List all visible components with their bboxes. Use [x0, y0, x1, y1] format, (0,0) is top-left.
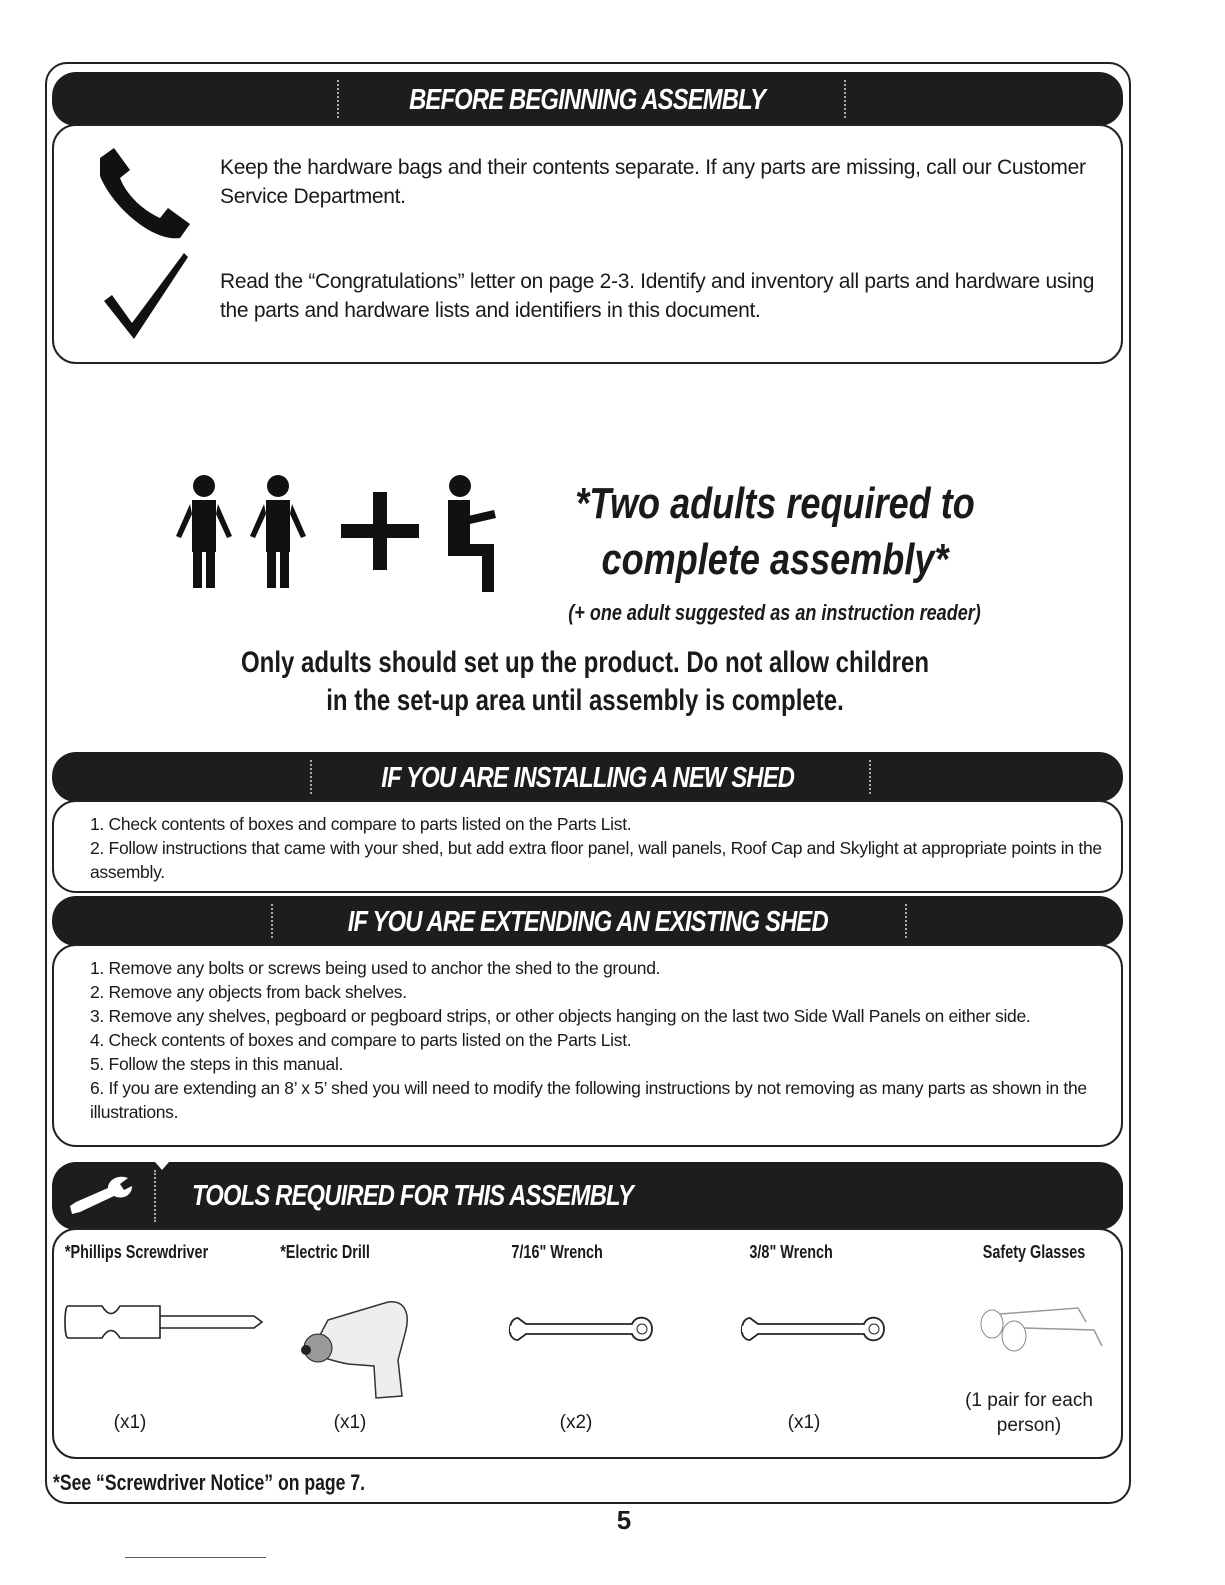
- tool-quantity: (1 pair for each person): [965, 1390, 1093, 1436]
- before-assembly-box: [52, 124, 1123, 364]
- tools-box: [52, 1228, 1123, 1459]
- tool-name: 7/16" Wrench: [511, 1242, 603, 1262]
- section-header-existing-shed: [52, 896, 1123, 946]
- two-adults-plus-reader-icon: [168, 474, 500, 594]
- wrench-3-8-icon: [736, 1314, 886, 1344]
- tool-3-8-wrench: [691, 1242, 891, 1263]
- new-shed-box: [52, 800, 1123, 893]
- section-title: IF YOU ARE INSTALLING A NEW SHED: [381, 762, 794, 794]
- phone-icon: [92, 146, 192, 241]
- heading-line: *Two adults required to: [575, 479, 975, 528]
- list-item: 5. Follow the steps in this manual.: [90, 1054, 344, 1074]
- tool-quantity: (x1): [113, 1412, 147, 1433]
- section-header-tools: [52, 1162, 1123, 1230]
- tool-quantity: (x1): [333, 1412, 367, 1433]
- tool-electric-drill: [225, 1242, 425, 1263]
- tool-phillips-screwdriver: [37, 1242, 237, 1263]
- checkmark-icon: [102, 251, 190, 341]
- tool-name: *Electric Drill: [280, 1242, 370, 1262]
- before-item-text: Read the “Congratulations” letter on page 2-3. Identify and inventory all parts and hardware using the parts and hardware lists and identifiers in this document.: [220, 270, 1095, 322]
- wrench-icon: [68, 1174, 134, 1218]
- warning-line: Only adults should set up the product. Do not allow children: [240, 646, 930, 679]
- screwdriver-footnote: *See “Screwdriver Notice” on page 7.: [53, 1470, 366, 1495]
- tool-quantity: (x1): [787, 1412, 821, 1433]
- heading-line: complete assembly*: [601, 535, 949, 584]
- list-item: 2. Follow instructions that came with your shed, but add extra floor panel, wall panels, Roof Cap and Skylight at appropriate points in the assembly.: [90, 838, 1102, 882]
- instruction-reader-note: (+ one adult suggested as an instruction reader): [568, 600, 982, 625]
- link-underline: [125, 1557, 266, 1558]
- section-title: IF YOU ARE EXTENDING AN EXISTING SHED: [347, 906, 828, 938]
- section-title: TOOLS REQUIRED FOR THIS ASSEMBLY: [192, 1180, 634, 1212]
- wrench-7-16-icon: [504, 1314, 654, 1344]
- page-number: 5: [616, 1505, 632, 1535]
- before-item-text: Keep the hardware bags and their contents separate. If any parts are missing, call our Customer Service Department.: [220, 156, 1086, 208]
- tool-name: *Phillips Screwdriver: [65, 1242, 209, 1262]
- list-item: 1. Check contents of boxes and compare to parts listed on the Parts List.: [90, 814, 632, 834]
- electric-drill-icon: [298, 1300, 418, 1400]
- tool-name: Safety Glasses: [982, 1242, 1086, 1262]
- list-item: 6. If you are extending an 8’ x 5’ shed you will need to modify the following instructions by not removing as many parts as shown in the illustrations.: [90, 1078, 1087, 1122]
- warning-line: in the set-up area until assembly is complete.: [326, 684, 844, 717]
- list-item: 2. Remove any objects from back shelves.: [90, 982, 407, 1002]
- list-item: 1. Remove any bolts or screws being used to anchor the shed to the ground.: [90, 958, 661, 978]
- children-warning: [100, 644, 1070, 720]
- section-title: BEFORE BEGINNING ASSEMBLY: [409, 84, 766, 116]
- tool-safety-glasses: [934, 1242, 1134, 1263]
- section-header-before-assembly: [52, 72, 1123, 126]
- tool-7-16-wrench: [457, 1242, 657, 1263]
- existing-shed-box: [52, 944, 1123, 1147]
- tool-name: 3/8" Wrench: [749, 1242, 833, 1262]
- adults-required-heading: [520, 476, 1030, 588]
- list-item: 4. Check contents of boxes and compare to parts listed on the Parts List.: [90, 1030, 632, 1050]
- section-header-new-shed: [52, 752, 1123, 802]
- tool-quantity: (x2): [559, 1412, 593, 1433]
- safety-glasses-icon: [978, 1306, 1108, 1358]
- screwdriver-icon: [62, 1302, 267, 1342]
- list-item: 3. Remove any shelves, pegboard or pegboard strips, or other objects hanging on the last two Side Wall Panels on either side.: [90, 1006, 1031, 1026]
